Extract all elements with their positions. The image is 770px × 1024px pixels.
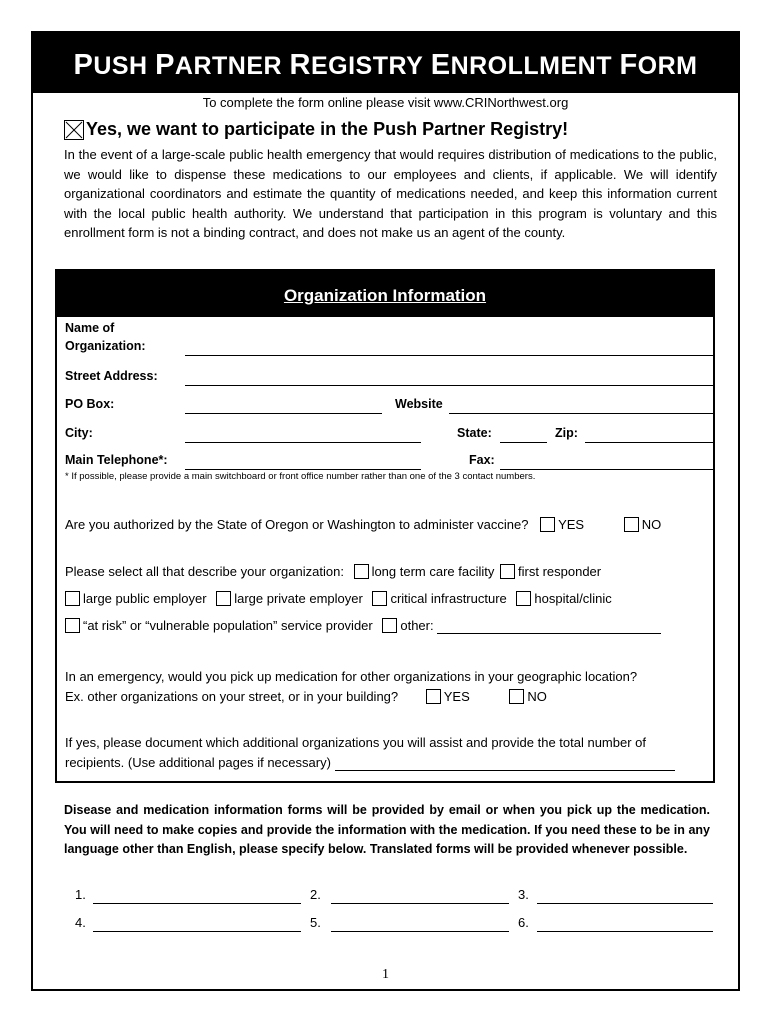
language-number-2: 2. (310, 887, 321, 902)
website-field[interactable] (449, 413, 715, 414)
language-field-2[interactable] (331, 903, 509, 904)
x-mark-icon (65, 121, 83, 139)
at-risk-label: “at risk” or “vulnerable population” service provider (83, 618, 373, 633)
street-address-field[interactable] (185, 385, 715, 386)
recipients-field[interactable] (335, 755, 675, 771)
city-label: City: (65, 426, 93, 440)
language-field-1[interactable] (93, 903, 301, 904)
pobox-field[interactable] (185, 413, 382, 414)
pickup-question-2: Ex. other organizations on your street, or in your building? (65, 689, 399, 704)
participate-row (64, 119, 568, 140)
language-field-5[interactable] (331, 931, 509, 932)
city-field[interactable] (185, 442, 421, 443)
website-label: Website (395, 397, 443, 411)
hospital-label: hospital/clinic (534, 591, 612, 606)
phone-label: Main Telephone*: (65, 453, 168, 467)
language-number-3: 3. (518, 887, 529, 902)
title-rest-3: NROLLMENT (450, 52, 620, 80)
other-label: other: (400, 618, 434, 633)
describe-row-3 (65, 618, 661, 634)
title-rest-1: ARTNER (174, 52, 290, 80)
phone-note: * If possible, please provide a main switchboard or front office number rather than one of the 3 contact numbers. (65, 471, 536, 482)
participate-checkbox[interactable] (64, 120, 84, 140)
pickup-yes-label: YES (443, 689, 470, 704)
pickup-question-row (65, 689, 547, 704)
organization-heading-text: Organization Information (283, 286, 487, 305)
state-label: State: (457, 426, 492, 440)
street-label: Street Address: (65, 369, 158, 383)
language-field-3[interactable] (537, 903, 713, 904)
title-initial-1: P (155, 49, 175, 81)
form-title (33, 33, 738, 98)
private-employer-label: large private employer (234, 591, 363, 606)
language-field-4[interactable] (93, 931, 301, 932)
participate-label: Yes, we want to participate in the Push Partner Registry! (86, 119, 569, 139)
fax-field[interactable] (500, 469, 715, 470)
ltc-label: long term care facility (371, 564, 495, 579)
ifyes-text-1: If yes, please document which additional organizations you will assist and provide the total number of (65, 735, 646, 750)
organization-name-field[interactable] (185, 355, 715, 356)
name-label-line2: Organization: (65, 339, 146, 353)
pickup-no-checkbox[interactable] (509, 689, 524, 704)
title-initial-3: E (430, 49, 451, 81)
describe-row-2 (65, 591, 612, 606)
private-employer-checkbox[interactable] (216, 591, 231, 606)
title-rest-0: USH (93, 52, 156, 80)
vaccine-yes-label: YES (558, 517, 585, 532)
public-employer-label: large public employer (83, 591, 207, 606)
public-employer-checkbox[interactable] (65, 591, 80, 606)
title-rest-4: ORM (637, 52, 698, 80)
hospital-checkbox[interactable] (516, 591, 531, 606)
language-number-4: 4. (75, 915, 86, 930)
intro-paragraph: In the event of a large-scale public health emergency that would requires distribution of medications to the public, we would like to dispense these medications to our employees and clients, if applicable. We will identify organizational coordinators and estimate the quantity of medications needed, and keep this information current with the local public health authority. We understand that participation in this program is voluntary and this enrollment form is not a binding contract, and does not make us an agent of the county. (64, 147, 717, 240)
first-responder-label: first responder (518, 564, 602, 579)
page-number: 1 (382, 967, 389, 982)
phone-field[interactable] (185, 469, 421, 470)
form-subtitle: To complete the form online please visit www.CRINorthwest.org (202, 95, 569, 110)
title-initial-4: F (619, 49, 638, 81)
ifyes-row (65, 755, 675, 771)
language-number-1: 1. (75, 887, 86, 902)
title-rest-2: EGISTRY (310, 52, 431, 80)
infrastructure-checkbox[interactable] (372, 591, 387, 606)
vaccine-no-checkbox[interactable] (624, 517, 639, 532)
organization-heading (57, 271, 713, 317)
describe-question: Please select all that describe your organization: (65, 564, 344, 579)
name-label-line1: Name of (65, 321, 115, 335)
first-responder-checkbox[interactable] (500, 564, 515, 579)
title-banner (33, 33, 738, 93)
form-page (31, 31, 740, 991)
infrastructure-label: critical infrastructure (390, 591, 507, 606)
language-number-6: 6. (518, 915, 529, 930)
organization-section (55, 269, 715, 783)
other-checkbox[interactable] (382, 618, 397, 633)
vaccine-question: Are you authorized by the State of Oregon or Washington to administer vaccine? (65, 517, 529, 532)
title-initial-2: R (289, 49, 311, 81)
pickup-yes-checkbox[interactable] (426, 689, 441, 704)
pobox-label: PO Box: (65, 397, 115, 411)
vaccine-question-row (65, 517, 661, 532)
pickup-question-1: In an emergency, would you pick up medication for other organizations in your geographic location? (65, 669, 638, 684)
language-field-6[interactable] (537, 931, 713, 932)
zip-field[interactable] (585, 442, 713, 443)
fax-label: Fax: (469, 453, 495, 467)
disease-info-text: Disease and medication information forms will be provided by email or when you pick up the medication. You will need to make copies and provide the information with the medication. If you need these to be in any language other than English, please specify below. Translated forms will be provided whenever possible. (64, 803, 710, 856)
vaccine-yes-checkbox[interactable] (540, 517, 555, 532)
ltc-checkbox[interactable] (354, 564, 369, 579)
other-field[interactable] (437, 618, 661, 634)
language-number-5: 5. (310, 915, 321, 930)
zip-label: Zip: (555, 426, 578, 440)
at-risk-checkbox[interactable] (65, 618, 80, 633)
state-field[interactable] (500, 442, 547, 443)
title-initial-0: P (73, 49, 94, 81)
ifyes-text-2: recipients. (Use additional pages if necessary) (65, 755, 331, 770)
vaccine-no-label: NO (641, 517, 662, 532)
pickup-no-label: NO (527, 689, 547, 704)
describe-row-1 (65, 564, 601, 579)
